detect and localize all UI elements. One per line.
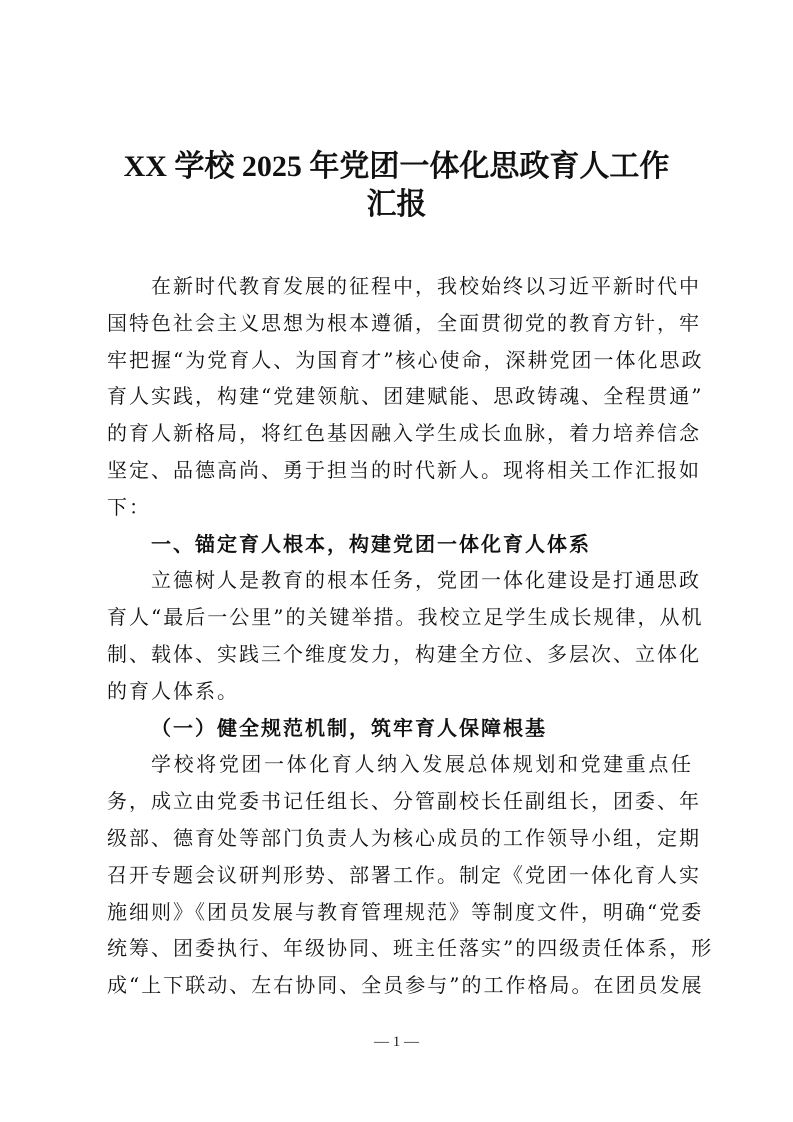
text-line: 的育人新格局，将红色基因融入学生成长血脉，着力培养信念 <box>107 421 701 446</box>
text-line: （一）健全规范机制，筑牢育人保障根基 <box>151 715 547 740</box>
text-line: 成“上下联动、左右协同、全员参与”的工作格局。在团员发展 <box>107 973 704 998</box>
paragraph <box>107 562 704 709</box>
document-body <box>107 268 714 1004</box>
title-line-2: 汇报 <box>366 188 427 221</box>
paragraph <box>107 746 714 1004</box>
text-line: 的育人体系。 <box>107 678 239 703</box>
text-line: 学校将党团一体化育人纳入发展总体规划和党建重点任 <box>151 752 693 777</box>
paragraph <box>107 268 704 526</box>
text-line: 在新时代教育发展的征程中，我校始终以习近平新时代中 <box>151 274 701 298</box>
text-line: 务，成立由党委书记任组长、分管副校长任副组长，团委、年 <box>107 789 701 814</box>
text-line: 育人实践，构建“党建领航、团建赋能、思政铸魂、全程贯通” <box>107 384 704 409</box>
text-line: 召开专题会议研判形势、部署工作。制定《党团一体化育人实 <box>107 862 701 887</box>
text-line: 一、锚定育人根本，构建党团一体化育人体系 <box>151 531 591 556</box>
text-line: 下： <box>107 494 151 519</box>
text-line: 制、载体、实践三个维度发力，构建全方位、多层次、立体化 <box>107 641 701 666</box>
text-line: 牢把握“为党育人、为国育才”核心使命，深耕党团一体化思政 <box>107 347 704 372</box>
text-line: 级部、德育处等部门负责人为核心成员的工作领导小组，定期 <box>107 825 701 850</box>
text-line: 国特色社会主义思想为根本遵循，全面贯彻党的教育方针，牢 <box>107 310 701 335</box>
section-heading <box>107 710 693 747</box>
page-number: — 1 — <box>374 1034 419 1050</box>
text-line: 坚定、品德高尚、勇于担当的时代新人。现将相关工作汇报如 <box>107 457 701 482</box>
text-line: 育人“最后一公里”的关键举措。我校立足学生成长规律，从机 <box>107 605 704 630</box>
text-line: 施细则》《团员发展与教育管理规范》等制度文件，明确“党委 <box>107 899 704 924</box>
text-line: 立德树人是教育的根本任务，党团一体化建设是打通思政 <box>151 568 701 593</box>
text-line: 统筹、团委执行、年级协同、班主任落实”的四级责任体系，形 <box>107 936 714 961</box>
document-title <box>60 148 733 224</box>
section-heading <box>107 526 693 563</box>
title-line-1: XX 学校 2025 年党团一体化思政育人工作 <box>123 150 670 183</box>
